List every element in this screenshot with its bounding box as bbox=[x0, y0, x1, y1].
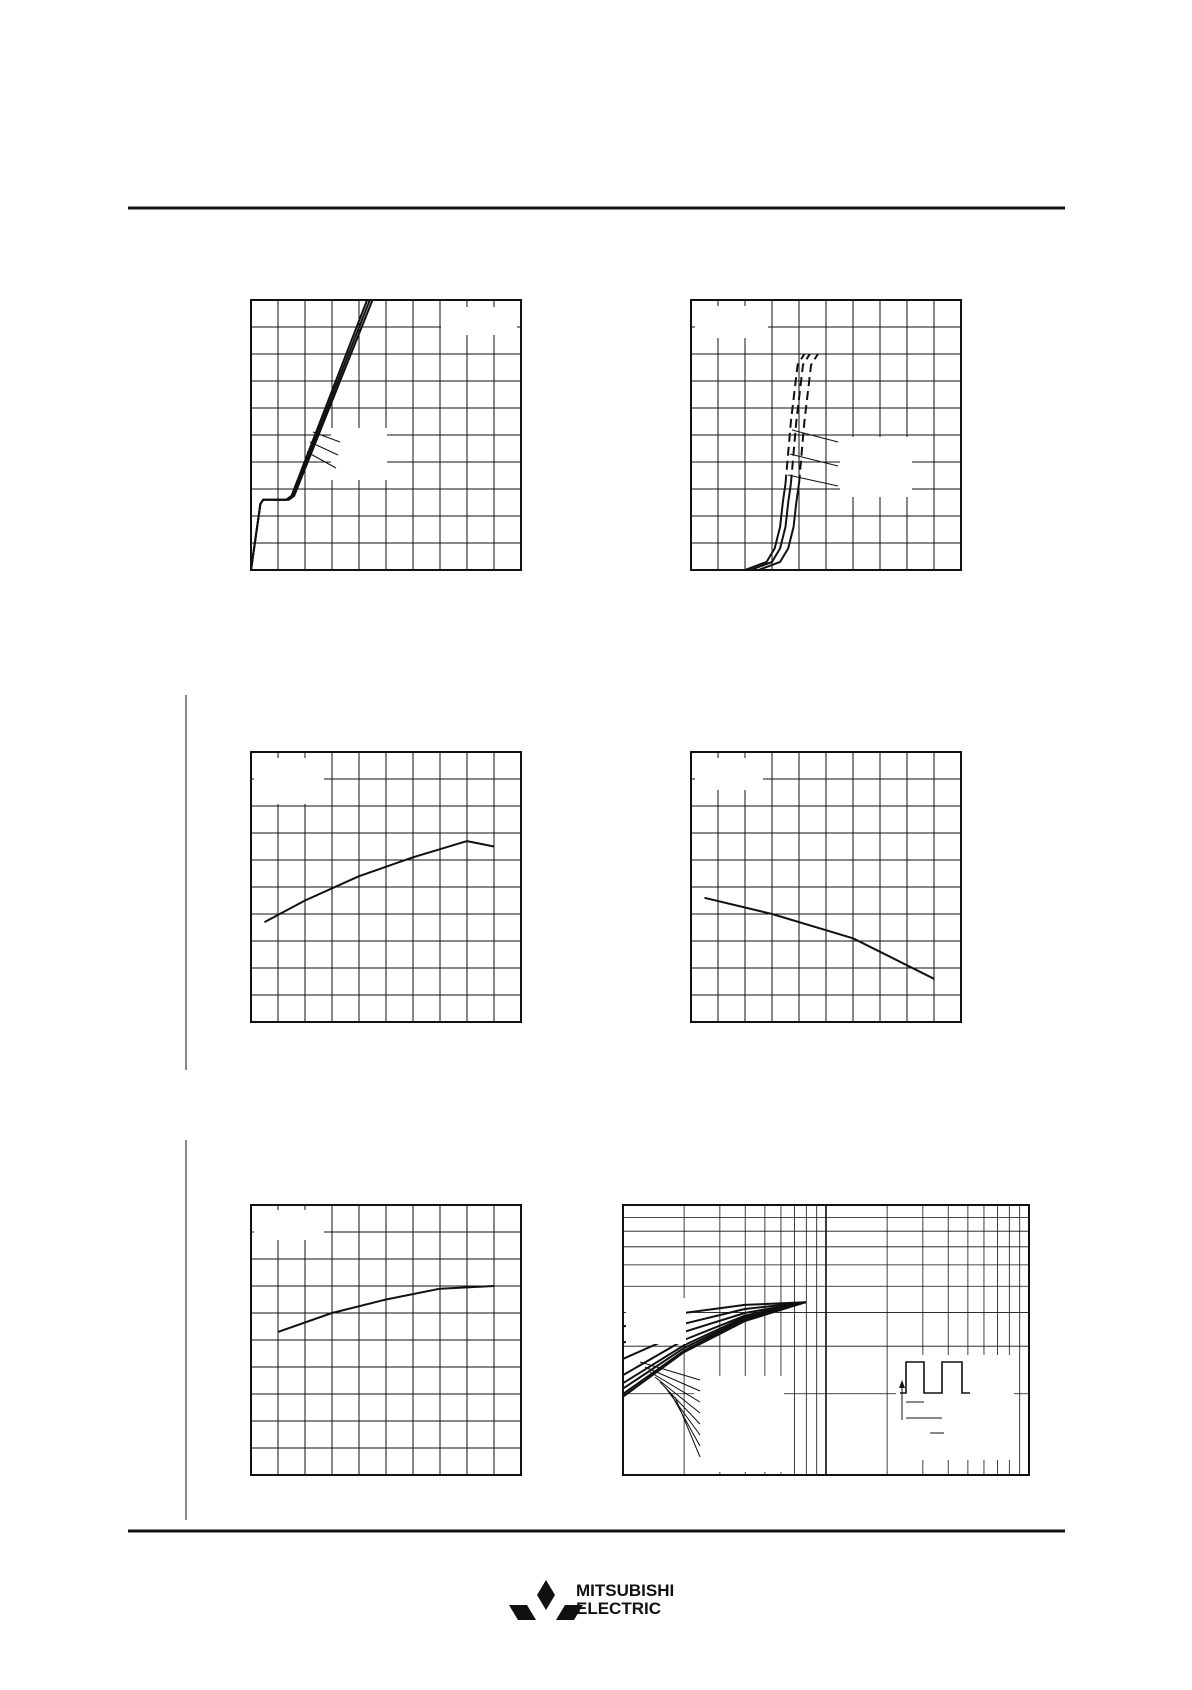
annotation-box bbox=[441, 307, 517, 335]
chart-1-output-characteristics bbox=[251, 300, 521, 570]
annotation-box bbox=[695, 306, 768, 338]
annotation-box bbox=[626, 1298, 686, 1344]
chart-6-transient-thermal-impedance bbox=[623, 1205, 1029, 1475]
annotation-box bbox=[331, 428, 387, 480]
annotation-box bbox=[896, 1355, 1014, 1460]
chart-2-transfer-characteristics bbox=[691, 300, 961, 570]
chart-5-temperature-dependence bbox=[251, 1205, 521, 1475]
annotation-box bbox=[840, 437, 912, 497]
three-diamonds-logo bbox=[509, 1580, 583, 1620]
chart-3-temperature-dependence-rising bbox=[251, 752, 521, 1022]
chart-4-temperature-dependence-falling bbox=[691, 752, 961, 1022]
brand-line2: ELECTRIC bbox=[576, 1599, 661, 1618]
annotation-box bbox=[254, 1210, 324, 1240]
annotation-box bbox=[695, 758, 763, 790]
annotation-box bbox=[254, 758, 324, 804]
brand-line1: MITSUBISHI bbox=[576, 1581, 675, 1600]
annotation-box bbox=[694, 1376, 784, 1472]
